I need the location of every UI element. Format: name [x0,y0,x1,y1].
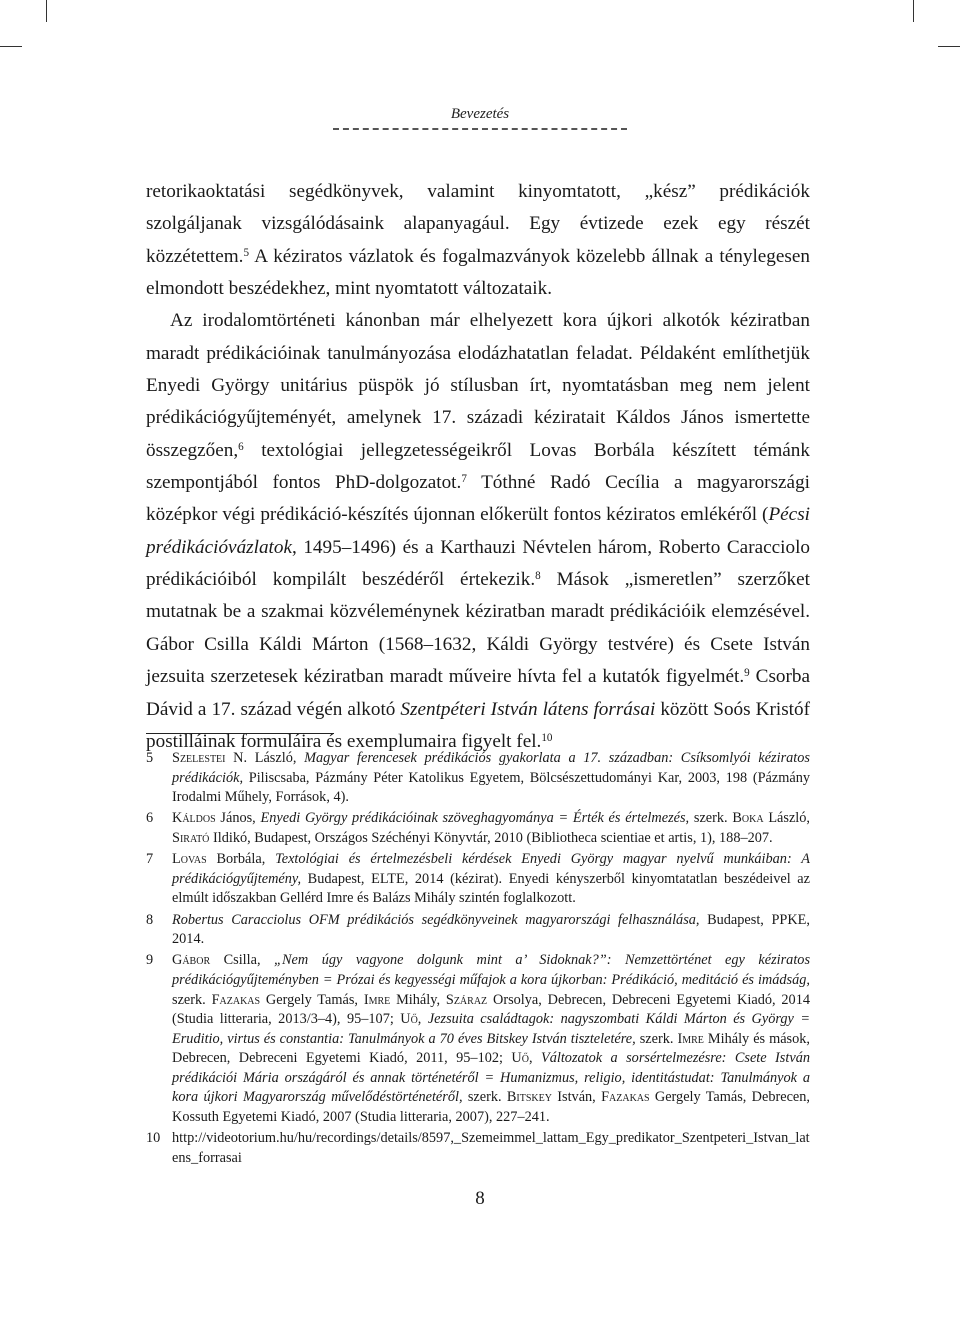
footnote-url-link[interactable]: http://videotorium.hu/hu/recordings/details/8597,_Szemeimmel_lattam_Egy_predikator_Szentpeteri_Istvan_latens_forrasai [172,1130,810,1166]
footnotes [146,749,810,1170]
footnote-ref[interactable]: 6 [238,440,244,453]
footnote-ref[interactable]: 7 [461,472,467,485]
paragraph: retorikaoktatási segédkönyvek, valamint kinyomtatott, „kész” prédikációk szolgáljanak vizsgálódásaink alapanyagául. Egy évtizede ezek egy részét közzétettem.$^5$ A kéziratos vázlatok és fogalmazványok közelebb állnak a ténylegesen elmondott beszédekhez, mint nyomtatott változataik. [146,181,810,300]
paragraph: Az irodalomtörténeti kánonban már elhelyezett kora újkori alkotók kéziratban maradt prédikációinak tanulmányozása elodázhatatlan feladat. Példaként említhetjük Enyedi György unitárius püspök jó stílusban írt, nyomtatásban meg nem jelent prédikációgyűjteményét, amelynek 17. századi kéziratait Káldos János ismertette összegzően,$^6$ textológiai jellegzetességeikről Lovas Borbála készített témánk szempontjából fontos PhD-dolgozatot.$^7$ Tóthné Radó Cecília a magyarországi középkor végi prédikáció-készítés újonnan előkerült fontos kéziratos emlékéről (Pécsi prédikációvázlatok, 1495–1496) és a Karthauzi Névtelen három, Roberto Caracciolo prédikációiból kompilált beszédéről értekezik.$^8$ Mások „ismeretlen” szerzőket mutatnak be a szakmai közvéleménynek kéziratban maradt prédikációik elemzésével. Gábor Csilla Káldi Márton (1568–1632, Káldi György testvére) és Csete István jezsuita szerzetesek kéziratban maradt műveire hívta fel a kutatók figyelmét.$^9$ Csorba Dávid a 17. század végén alkotó Szentpéteri István látens forrásai között Soós Kristóf postilláinak formuláira és exemplumaira figyelt fel.$^{10}$ [146,310,811,752]
footnote-ref[interactable]: 9 [744,667,750,680]
main-text [146,176,810,758]
footnote-ref[interactable]: 8 [535,570,541,583]
footnote-7: 7 Lovas Borbála, Textológiai és értelmezésbeli kérdések Enyedi György magyar nyelvű munkáiban: A prédikációgyűjtemény, Budapest, ELTE, 2014 (kézirat). Enyedi kényszerből kinyomtatatlan beszédeivel az elmúlt időszakban Gellérd Imre és Balázs Mihály szintén foglalkozott. [146,851,810,907]
footnote-6: 6 Káldos János, Enyedi György prédikációinak szöveghagyománya = Érték és értelmezés, szerk. Boka László, Sirató Ildikó, Budapest, Országos Széchényi Könyvtár, 2010 (Bibliotheca scientiae et artis, 1), 188–207. [146,810,811,846]
footnote-ref[interactable]: 5 [243,246,250,259]
crop-mark [938,46,960,47]
running-head-rule [333,128,627,130]
footnote-8: 8 Robertus Caracciolus OFM prédikációs segédkönyveinek magyarországi felhasználása, Budapest, PPKE, 2014. [146,911,810,948]
crop-mark [913,0,914,22]
crop-mark [46,0,47,22]
page-number: 8 [475,1188,485,1209]
running-head: Bevezetés [450,106,510,122]
footnote-separator [146,733,334,734]
footnote-9: 9 Gábor Csilla, „Nem úgy vagyone dolgunk mint a’ Sidoknak?”: Nemzettörténet egy kéziratos prédikációgyűjteményben = Prózai és kegyességi műfajok a kora újkorban: Prédikáció, meditáció és imádság, szerk. Fazakas Gergely Tamás, Imre Mihály, Száraz Orsolya, Debrecen, Debreceni Egyetemi Kiadó, 2014 (Studia litteraria, 2013/3–4), 95–107; Uő, Jezsuita családtagok: nagyszombati Káldi Márton és György = Eruditio, virtus és constantia: Tanulmányok a 70 éves Bitskey István tiszteletére, szerk. Imre Mihály és mások, Debrecen, Debreceni Egyetemi Kiadó, 2011, 95–102; Uő, Változatok a sorsértelmezésre: Csete István prédikációi Mária országáról és annak történetéről = Humanizmus, religio, identitástudat: Tanulmányok a kora újkori Magyarország művelődéstörténetéről, szerk. Bitskey István, Fazakas Gergely Tamás, Debrecen, Kossuth Egyetemi Kiadó, 2007 (Studia litteraria, 2007), 227–241. [146,952,811,1126]
crop-mark [0,46,22,47]
footnote-ref[interactable]: 10 [541,731,553,744]
footnote-5: 5 Szelestei N. László, Magyar ferencesek prédikációs gyakorlata a 17. században: Csíksomlyói kéziratos prédikációk, Piliscsaba, Pázmány Péter Katolikus Egyetem, Bölcsészettudományi Kar, 2003, 198 (Pázmány Irodalmi Műhely, Források, 4). [146,750,810,806]
footnote-10: 10 http://videotorium.hu/hu/recordings/details/8597,_Szemeimmel_lattam_Egy_predikator_Szentpeteri_Istvan_latens_forrasai [146,1130,810,1166]
